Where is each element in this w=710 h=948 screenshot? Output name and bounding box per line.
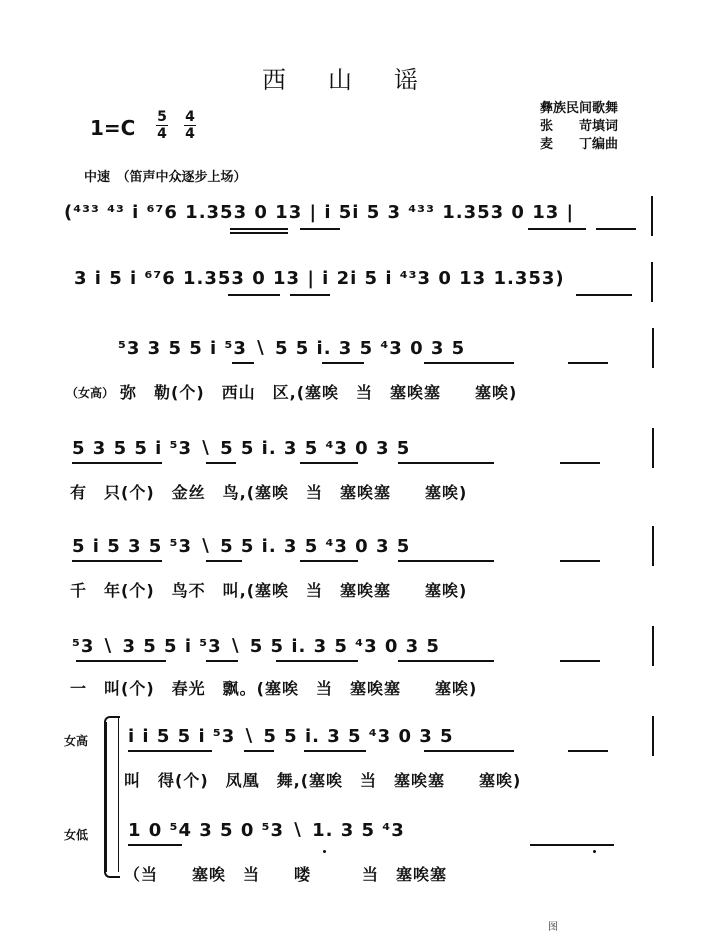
- underline: [424, 362, 514, 364]
- underline: [230, 228, 288, 230]
- voice-label-female-high: （女高）: [66, 386, 115, 400]
- verse-4-notes: ⁵3 ∖ 3 5 5 i ⁵3 ∖ 5 5 i. 3 5 ⁴3 0 3 5: [72, 636, 440, 657]
- underline: [300, 228, 340, 230]
- underline: [398, 560, 494, 562]
- key-signature: 1=C: [90, 116, 136, 140]
- time-signature-1-denominator: 4: [157, 126, 167, 142]
- low-part-lyrics: （当 塞唉 当 喽 当 塞唉塞: [124, 865, 448, 884]
- page-title: 西山谣: [262, 66, 460, 94]
- credit-lyricist: 张 苛填词: [540, 119, 619, 134]
- underline: [76, 660, 166, 662]
- barline: [652, 716, 654, 756]
- verse-2-notes: 5 3 5 5 i ⁵3 ∖ 5 5 i. 3 5 ⁴3 0 3 5: [72, 438, 411, 459]
- verse-1-lyrics: 弥 勒(个) 西山 区,(塞唉 当 塞唉塞 塞唉): [120, 383, 518, 402]
- credit-arranger: 麦 丁编曲: [540, 137, 619, 152]
- verse-2-lyrics: 有 只(个) 金丝 鸟,(塞唉 当 塞唉塞 塞唉): [70, 483, 468, 502]
- barline: [651, 262, 653, 302]
- underline: [560, 560, 600, 562]
- low-octave-dot: [323, 850, 326, 853]
- underline: [398, 462, 494, 464]
- underline: [528, 228, 586, 230]
- underline: [560, 462, 600, 464]
- barline: [651, 196, 653, 236]
- high-part-lyrics: 叫 得(个) 凤凰 舞,(塞唉 当 塞唉塞 塞唉): [124, 771, 522, 790]
- system-line: [118, 718, 119, 872]
- voice-label-low: 女低: [64, 828, 89, 842]
- underline: [128, 750, 212, 752]
- underline: [232, 362, 254, 364]
- low-octave-dot: [593, 850, 596, 853]
- underline: [206, 560, 242, 562]
- time-signature-1: [156, 110, 168, 141]
- time-signature-2: [184, 110, 196, 141]
- verse-3-lyrics: 千 年(个) 鸟不 叫,(塞唉 当 塞唉塞 塞唉): [70, 581, 468, 600]
- verse-4-lyrics: 一 叫(个) 春光 飘。(塞唉 当 塞唉塞 塞唉): [70, 679, 478, 698]
- barline: [652, 428, 654, 468]
- voice-label-high: 女高: [64, 734, 89, 748]
- underline: [276, 660, 358, 662]
- underline: [290, 294, 330, 296]
- underline: [244, 750, 274, 752]
- underline: [398, 660, 494, 662]
- credit-source: 彝族民间歌舞: [540, 101, 619, 116]
- underline: [568, 750, 608, 752]
- underline: [72, 462, 162, 464]
- intro-line-2: 3 i 5 i ⁶⁷6 1.353 0 13 | i 2i 5 i ⁴³3 0 13 1.353): [74, 268, 565, 289]
- underline: [230, 232, 288, 234]
- underline: [596, 228, 636, 230]
- underline: [568, 362, 608, 364]
- underline: [206, 660, 238, 662]
- low-part-notes: 1 0 ⁵4 3 5 0 ⁵3 ∖ 1. 3 5 ⁴3: [128, 820, 405, 841]
- barline: [652, 328, 654, 368]
- credits: [540, 100, 618, 154]
- system-brace: [104, 722, 107, 872]
- barline: [652, 626, 654, 666]
- barline: [652, 526, 654, 566]
- underline: [128, 844, 182, 846]
- underline: [72, 560, 162, 562]
- underline: [228, 294, 280, 296]
- verse-1-notes: ⁵3 3 5 5 i ⁵3 ∖ 5 5 i. 3 5 ⁴3 0 3 5: [118, 338, 466, 359]
- intro-line-1: (⁴³³ ⁴³ i ⁶⁷6 1.353 0 13 | i 5i 5 3 ⁴³³ 1.353 0 13 |: [64, 202, 575, 223]
- time-signature-2-numerator: 4: [185, 109, 195, 125]
- underline: [206, 462, 236, 464]
- page-footer-mark: 图: [548, 922, 558, 933]
- time-signature-1-numerator: 5: [157, 109, 167, 125]
- underline: [304, 750, 366, 752]
- high-part-notes: i i 5 5 i ⁵3 ∖ 5 5 i. 3 5 ⁴3 0 3 5: [128, 726, 454, 747]
- verse-3-notes: 5 i 5 3 5 ⁵3 ∖ 5 5 i. 3 5 ⁴3 0 3 5: [72, 536, 411, 557]
- underline: [322, 362, 364, 364]
- underline: [300, 560, 358, 562]
- underline: [560, 660, 600, 662]
- time-signature-2-denominator: 4: [185, 126, 195, 142]
- underline: [300, 462, 358, 464]
- tempo-marking: 中速 （笛声中众逐步上场）: [84, 170, 247, 185]
- underline: [424, 750, 514, 752]
- underline: [576, 294, 632, 296]
- underline: [530, 844, 614, 846]
